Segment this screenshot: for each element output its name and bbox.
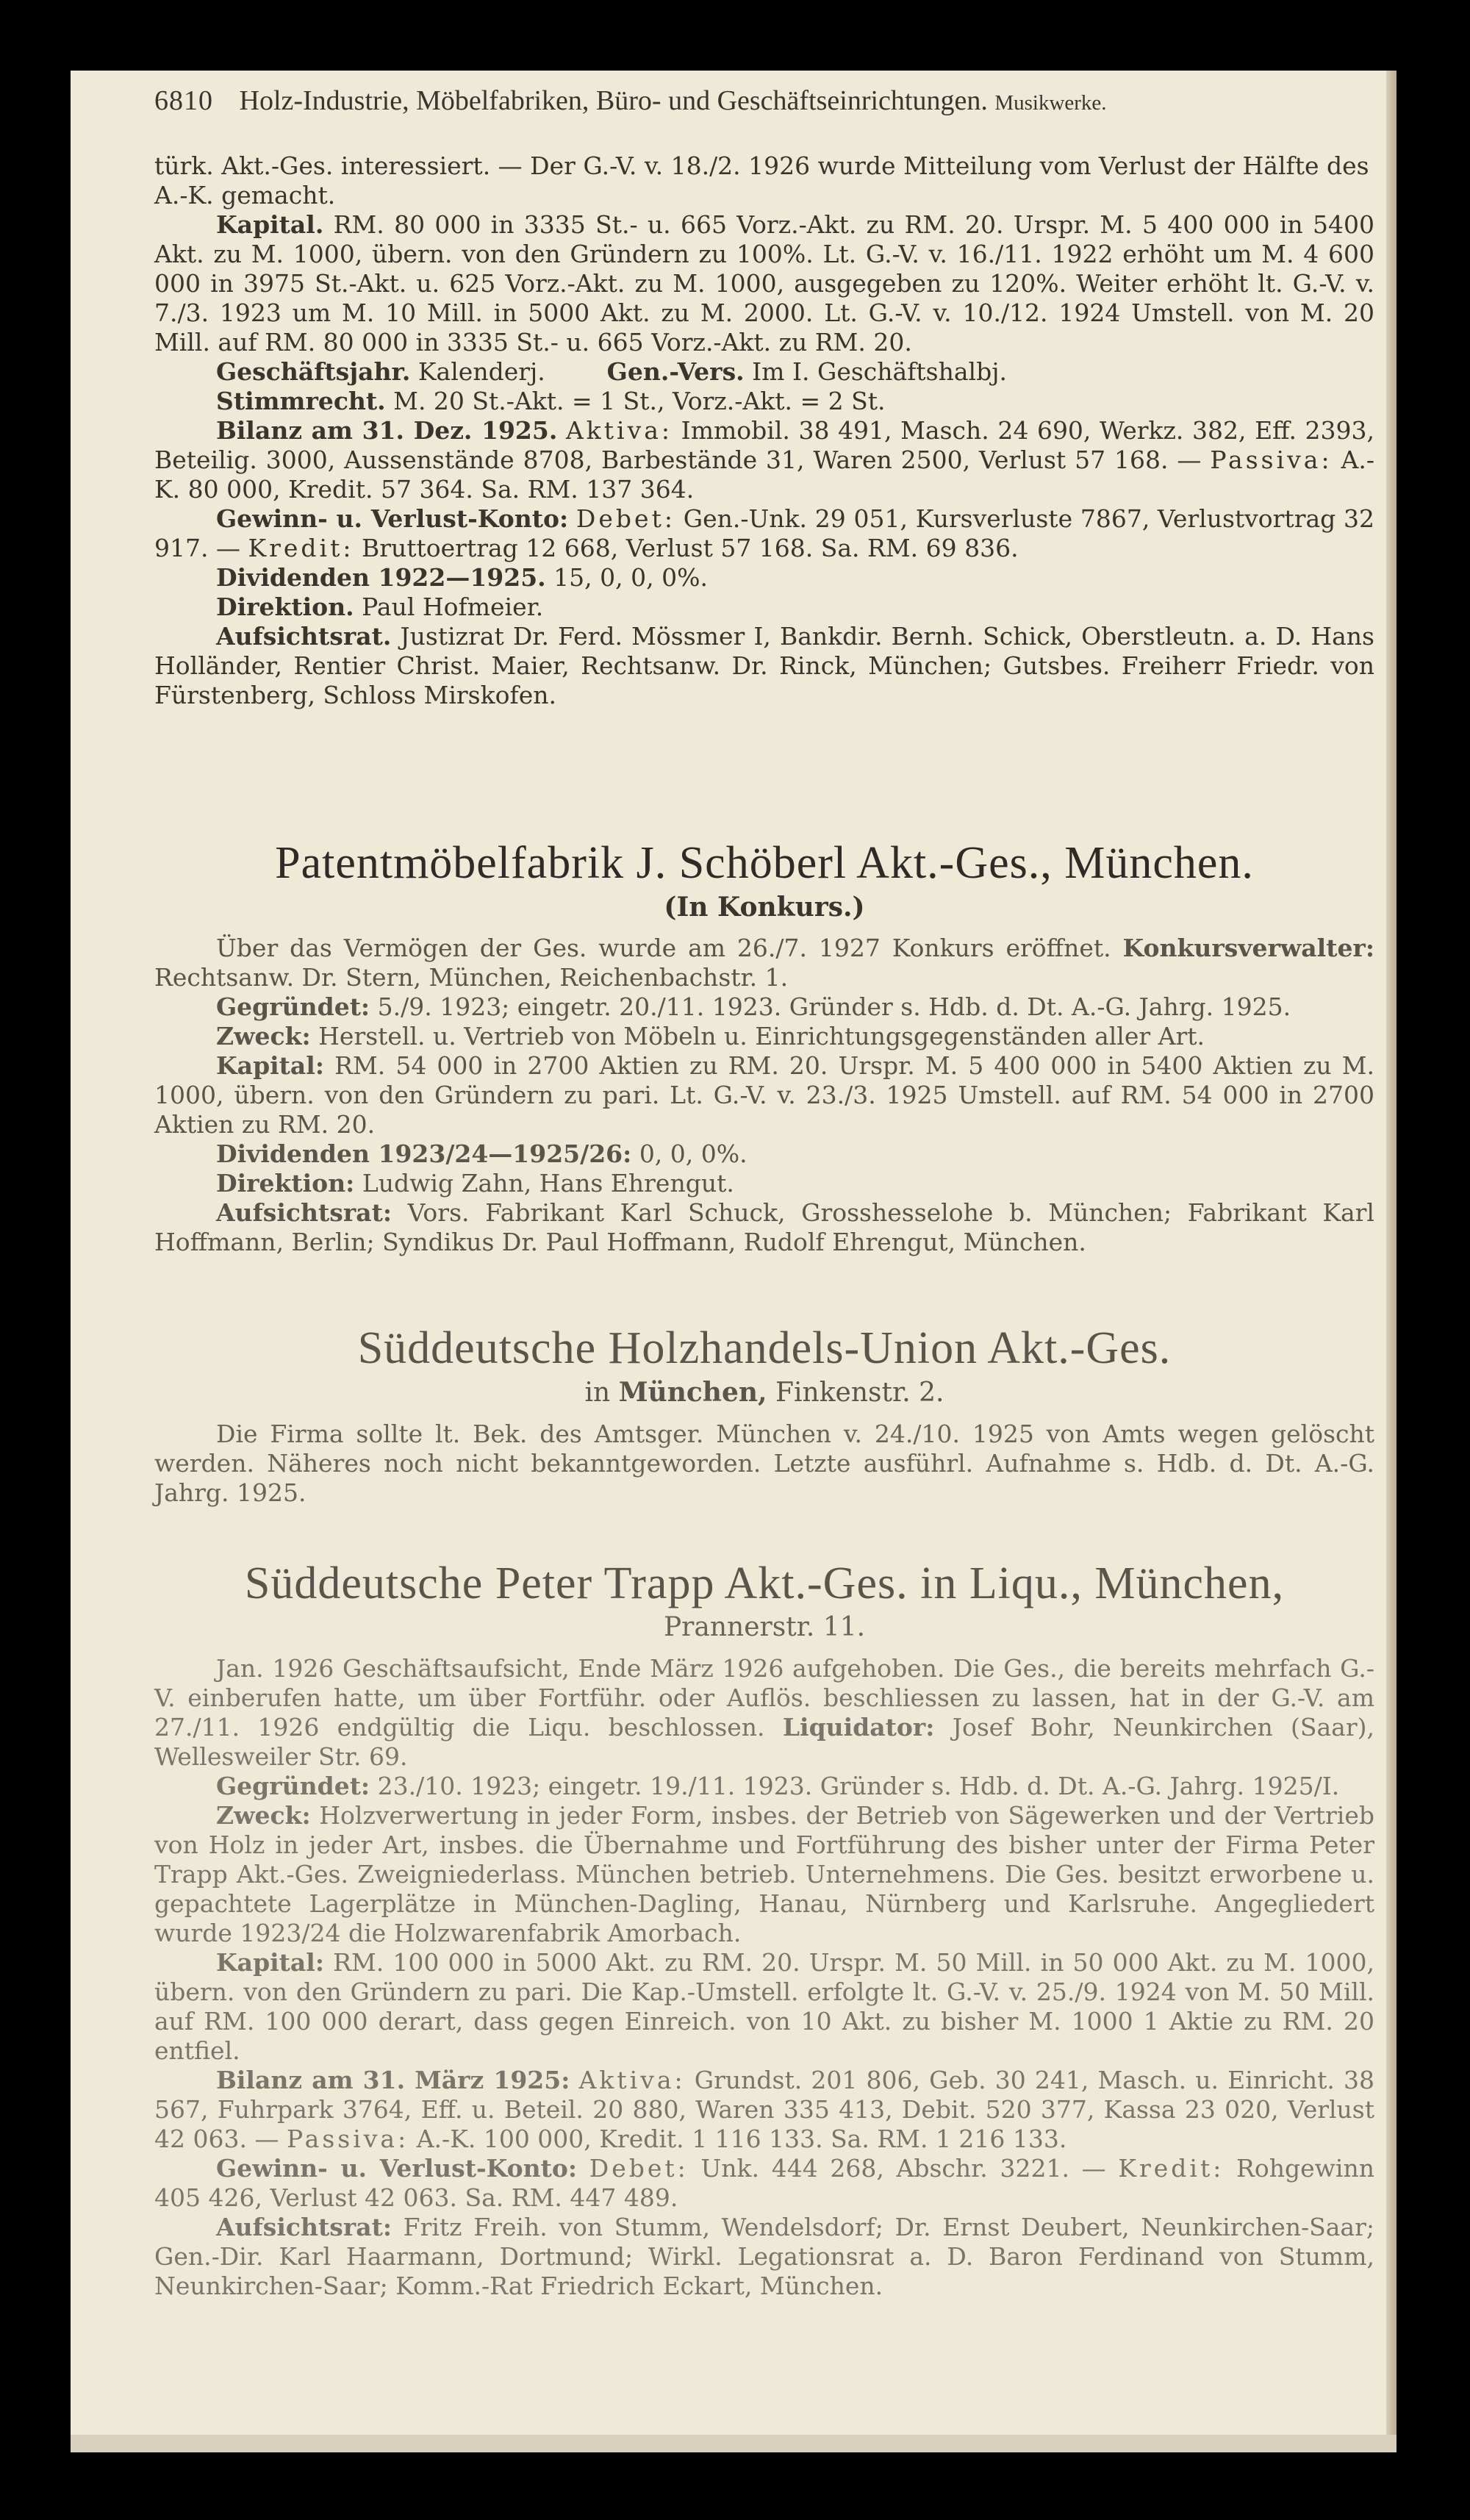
page-bottom-edge [71,2435,1396,2452]
document-page [71,71,1396,2452]
s1-kapital: Kapital. RM. 80 000 in 3335 St.- u. 665 Vorz.-Akt. zu RM. 20. Urspr. M. 5 400 000 in 5400 Akt. zu M. 1000, übern. von den Gründern zu 100%. Lt. G.-V. v. 16./11. 1922 erhöht um M. 4 600 000 in 3975 St.-Akt. u. 625 Vorz.-Akt. zu M. 1000, ausgegeben zu 120%. Weiter erhöht lt. G.-V. v. 7./3. 1923 um M. 10 Mill. in 5000 Akt. zu M. 2000. Lt. G.-V. v. 10./12. 1924 Umstell. von M. 20 Mill. auf RM. 80 000 in 3335 St.- u. 665 Vorz.-Akt. zu RM. 20. [154,210,1374,357]
page-edge [1386,71,1396,2452]
s4-bilanz: Bilanz am 31. März 1925: Aktiva: Grundst. 201 806, Geb. 30 241, Masch. u. Einricht. 38 567, Fuhrpark 3764, Eff. u. Beteil. 20 880, Waren 335 413, Debit. 520 377, Kassa 23 020, Verlust 42 063. — Passiva: A.-K. 100 000, Kredit. 1 116 133. Sa. RM. 1 216 133. [154,2066,1374,2153]
s2-subtitle: (In Konkurs.) [664,892,865,923]
s2-aufsichtsrat: Aufsichtsrat: Vors. Fabrikant Karl Schuck, Grosshesselohe b. München; Fabrikant Karl Hoffmann, Berlin; Syndikus Dr. Paul Hoffmann, Rudolf Ehrengut, München. [154,1198,1374,1256]
section-company-1 [154,151,1374,710]
s3-subtitle: in München, Finkenstr. 2. [584,1377,944,1408]
s2-kapital: Kapital: RM. 54 000 in 2700 Aktien zu RM. 20. Urspr. M. 5 400 000 in 5400 Aktien zu M. 1000, übern. von den Gründern zu pari. Lt. G.-V. v. 23./3. 1925 Umstell. auf RM. 54 000 in 2700 Aktien zu RM. 20. [154,1051,1374,1139]
s2-title: Patentmöbelfabrik J. Schöberl Akt.-Ges., München. [275,838,1254,888]
page-header [154,84,1374,120]
s1-stimmrecht: Stimmrecht. M. 20 St.-Akt. = 1 St., Vorz.-Akt. = 2 St. [216,387,886,415]
s3-title: Süddeutsche Holzhandels-Union Akt.-Ges. [357,1323,1172,1373]
s4-kapital: Kapital: RM. 100 000 in 5000 Akt. zu RM. 20. Urspr. M. 50 Mill. in 50 000 Akt. zu M. 1000, übern. von den Gründern zu pari. Die Kap.-Umstell. erfolgte lt. G.-V. v. 25./9. 1924 von M. 50 Mill. auf RM. 100 000 derart, dass gegen Einreich. von 10 Akt. zu bisher M. 1000 1 Aktie zu RM. 20 entfiel. [154,1948,1374,2065]
s1-bilanz: Bilanz am 31. Dez. 1925. Aktiva: Immobil. 38 491, Masch. 24 690, Werkz. 382, Eff. 2393, Beteilig. 3000, Aussenstände 8708, Barbestände 31, Waren 2500, Verlust 57 168. — Passiva: A.-K. 80 000, Kredit. 57 364. Sa. RM. 137 364. [154,416,1375,504]
s1-intro: türk. Akt.-Ges. interessiert. — Der G.-V. v. 18./2. 1926 wurde Mitteilung vom Verlust der Hälfte des A.-K. gemacht. [154,151,1369,210]
s4-guv: Gewinn- u. Verlust-Konto: Debet: Unk. 444 268, Abschr. 3221. — Kredit: Rohgewinn 405 426, Verlust 42 063. Sa. RM. 447 489. [154,2154,1374,2212]
s4-subtitle: Prannerstr. 11. [663,1612,866,1642]
s4-zweck: Zweck: Holzverwertung in jeder Form, insbes. der Betrieb von Sägewerken und der Vertrieb von Holz in jeder Art, insbes. die Übernahme und Fortführung des bisher unter der Firma Peter Trapp Akt.-Ges. Zweigniederlass. München betrieb. Unternehmens. Die Ges. besitzt erworbene u. gepachtete Lagerplätze in München-Dagling, Hanau, Nürnberg und Karlsruhe. Angegliedert wurde 1923/24 die Holzwarenfabrik Amorbach. [154,1801,1375,1947]
section-company-3 [154,1320,1374,1508]
section-company-2 [154,835,1374,1257]
s4-title: Süddeutsche Peter Trapp Akt.-Ges. in Liqu., München, [244,1558,1285,1608]
s3-text: Die Firma sollte lt. Bek. des Amtsger. München v. 24./10. 1925 von Amts wegen gelöscht werden. Näheres noch nicht bekanntgeworden. Letzte ausführl. Aufnahme s. Hdb. d. Dt. A.-G. Jahrg. 1925. [154,1420,1374,1507]
s1-guv: Gewinn- u. Verlust-Konto: Debet: Gen.-Unk. 29 051, Kursverluste 7867, Verlustvortrag 32 917. — Kredit: Bruttoertrag 12 668, Verlust 57 168. Sa. RM. 69 836. [154,504,1375,562]
s1-aufsichtsrat: Aufsichtsrat. Justizrat Dr. Ferd. Mössmer I, Bankdir. Bernh. Schick, Oberstleutn. a. D. Hans Holländer, Rentier Christ. Maier, Rechtsanw. Dr. Rinck, München; Gutsbes. Freiherr Friedr. von Fürstenberg, Schloss Mirskofen. [154,622,1374,709]
page-number: 6810 [154,85,213,116]
s2-zweck: Zweck: Herstell. u. Vertrieb von Möbeln u. Einrichtungsgegenständen aller Art. [216,1022,1205,1050]
header-suffix: Musikwerke. [994,91,1107,115]
s1-dividenden: Dividenden 1922—1925. 15, 0, 0, 0%. [216,563,708,592]
s2-intro: Über das Vermögen der Ges. wurde am 26./7. 1927 Konkurs eröffnet. Konkursverwalter: Rechtsanw. Dr. Stern, München, Reichenbachstr. 1. [154,934,1375,992]
s4-aufsichtsrat: Aufsichtsrat: Fritz Freih. von Stumm, Wendelsdorf; Dr. Ernst Deubert, Neunkirchen-Saar; Gen.-Dir. Karl Haarmann, Dortmund; Wirkl. Legationsrat a. D. Baron Ferdinand von Stumm, Neunkirchen-Saar; Komm.-Rat Friedrich Eckart, München. [154,2213,1374,2300]
s1-geschaeftsjahr: Geschäftsjahr. Kalenderj. Gen.-Vers. Im I. Geschäftshalbj. [216,357,1007,386]
s2-gegruendet: Gegründet: 5./9. 1923; eingetr. 20./11. 1923. Gründer s. Hdb. d. Dt. A.-G. Jahrg. 1925. [216,992,1291,1021]
s4-gegruendet: Gegründet: 23./10. 1923; eingetr. 19./11. 1923. Gründer s. Hdb. d. Dt. A.-G. Jahrg. 1925/I. [216,1772,1340,1800]
s4-intro: Jan. 1926 Geschäftsaufsicht, Ende März 1926 aufgehoben. Die Ges., die bereits mehrfach G.-V. einberufen hatte, um über Fortführ. oder Auflös. beschliessen zu lassen, hat in der G.-V. am 27./11. 1926 endgültig die Liqu. beschlossen. Liquidator: Josef Bohr, Neunkirchen (Saar), Wellesweiler Str. 69. [154,1654,1374,1771]
header-title: Holz-Industrie, Möbelfabriken, Büro- und Geschäftseinrichtungen. [239,85,988,116]
section-company-4 [154,1556,1374,2301]
s2-direktion: Direktion: Ludwig Zahn, Hans Ehrengut. [216,1169,734,1198]
s2-dividenden: Dividenden 1923/24—1925/26: 0, 0, 0%. [216,1139,747,1168]
s1-direktion: Direktion. Paul Hofmeier. [216,593,544,621]
